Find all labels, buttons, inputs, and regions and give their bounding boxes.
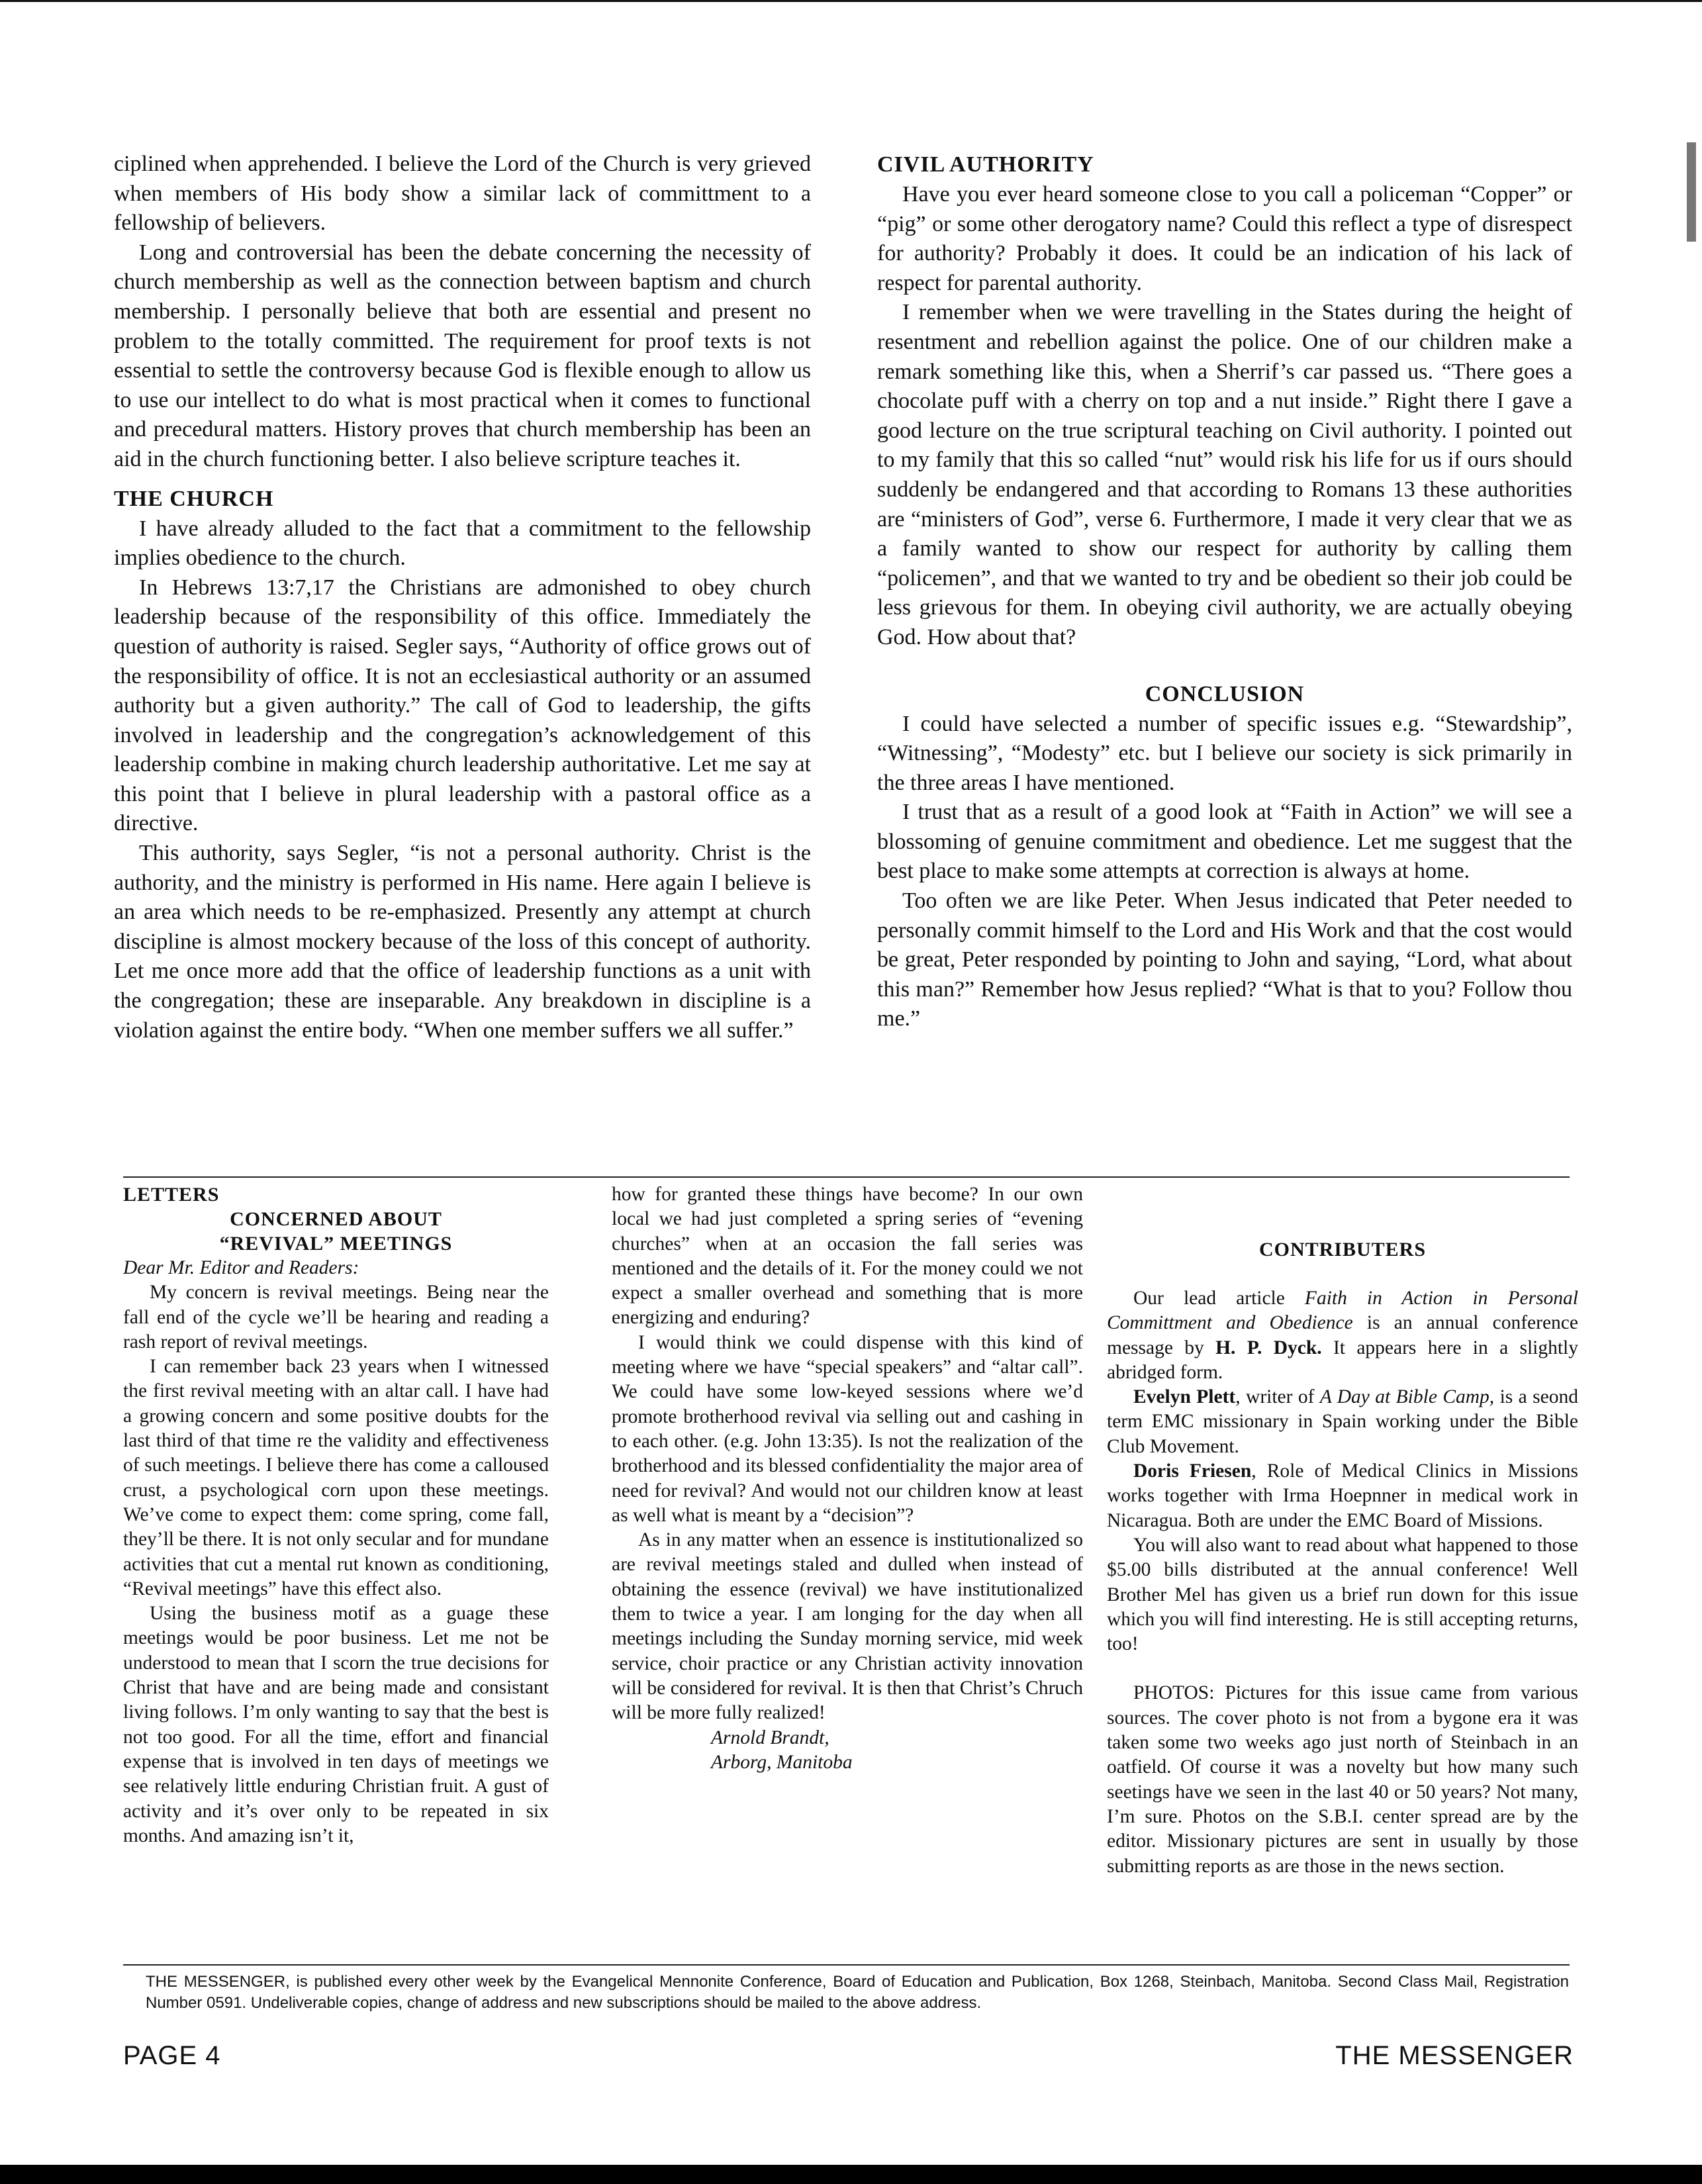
article-paragraph: Long and controversial has been the debate concerning the necessity of church membership as well as the connection between baptism and church membership. I personally believe that both are essential and present no problem to the totally committed. The requirement for proof texts is not essential to settle the controversy because God is flexible enough to allow us to use our intellect to do what is most practical when it comes to functional and precedural matters. History proves that church membership has been an aid in the church functioning better. I also believe scripture teaches it. [114,240,811,471]
bottom-scan-border [0,2165,1702,2184]
photos-paragraph: PHOTOS: Pictures for this issue came from various sources. The cover photo is not from a bygone era it was taken some two weeks ago just north of Steinbach in an oatfield. Of course it was a novelty but how many such seetings have we seen in the last 40 or 50 years? Not many, I’m sure. Photos on the S.B.I. center spread are by the editor. Missionary pictures are sent in usually by those submitting reports as are those in the news section. [1107,1682,1578,1877]
letter-paragraph: My concern is revival meetings. Being near the fall end of the cycle we’ll be hearing and reading a rash report of revival meetings. [123,1282,549,1353]
letters-heading: LETTERS [123,1184,220,1206]
article-right-column [877,150,1572,1034]
article-paragraph: I trust that as a result of a good look at “Faith in Action” we will see a blossoming of genuine commitment and obedience. Let me suggest that the best place to make some attempts at correction is always at home. [877,800,1572,884]
article-paragraph: In Hebrews 13:7,17 the Christians are admonished to obey church leadership because of the responsibility of this office. Immediately the question of authority is raised. Segler says, “Authority of office grows out of the responsibility of office. It is not an ecclesiastical authority or an assumed authority but a given authority.” The call of God to leadership, the gifts involved in leadership and the congregation’s acknowledgement of this leadership combine in making church leadership authoritative. Let me say at this point that I believe in plural leadership with a pastoral office as a directive. [114,575,811,836]
letter-title: CONCERNED ABOUT [230,1208,442,1230]
article-paragraph: Have you ever heard someone close to you call a policeman “Copper” or “pig” or some other derogatory name? Could this reflect a type of disrespect for authority? Probably it does. It could be an indication of his lack of respect for parental authority. [877,182,1572,295]
text-run: , writer of [1235,1386,1320,1408]
contributors-paragraph [1107,1286,1578,1385]
footer-divider [123,1964,1570,1966]
contributors-paragraph [1107,1385,1578,1459]
publication-name: THE MESSENGER [1335,2041,1574,2070]
text-run: , Role of Medical Clinics in Missions works together with Irma Hoepnner in medical work in Nicaragua. Both are under the EMC Board of Missions. [1107,1460,1578,1531]
contributors-heading: CONTRIBUTERS [1258,1239,1427,1260]
article-paragraph: This authority, says Segler, “is not a personal authority. Christ is the authority, and the ministry is performed in His name. Here again I believe is an area which needs to be re-emphasized. Presently any attempt at church discipline is almost mockery because of the loss of this concept of authority. Let me once more add that the office of leadership functions as a unit with the congregation; these are inseparable. Any breakdown in discipline is a violation against the entire body. “When one member suffers we all suffer.” [114,841,811,1043]
letter-paragraph: Using the business motif as a guage these meetings would be poor business. Let me not be understood to mean that I scorn the true decisions for Christ that have and are being made and consistant living follows. I’m only wanting to say that the best is not too good. For all the time, effort and financial expense that is involved in ten days of meetings we see relatively little enduring Christian fruit. A gust of activity and it’s over only to be repeated in six months. And amazing isn’t it, [123,1603,549,1846]
contributors-paragraph: You will also want to read about what happened to those $5.00 bills distributed at the annual conference! Well Brother Mel has given us a brief run down for this issue which you will find interesting. He is still accepting returns, too! [1107,1534,1578,1655]
author-name: H. P. Dyck. [1215,1337,1322,1358]
contributors-column [1107,1237,1578,1879]
article-paragraph: I have already alluded to the fact that a commitment to the fellowship implies obedience to the church. [114,516,811,571]
contributors-paragraph [1107,1459,1578,1533]
section-heading-the-church: THE CHURCH [114,486,274,511]
page-number: PAGE 4 [123,2041,221,2070]
top-border-rule [0,0,1702,2]
letter-paragraph: I can remember back 23 years when I witnessed the first revival meeting with an altar call. I have had a growing concern and some positive doubts for the last third of that time re the validity and effectiveness of such meetings. I believe there has come a calloused crust, a psychological corn upon these meetings. We’ve come to expect them: come spring, come fall, they’ll be there. It is not only secular and for mundane activities that cut a mental rut known as conditioning, “Revival meetings” have this effect also. [123,1356,549,1599]
letter-title: “REVIVAL” MEETINGS [219,1233,453,1255]
text-run: is an annual conference message by [1107,1312,1578,1358]
letter-paragraph: how for granted these things have become? In our own local we had just completed a spring series of “evening churches” when at an occasion the fall series was mentioned and the details of it. For the money could we not expect a smaller overhead and something that is more energizing and enduring? [612,1184,1083,1329]
letter-paragraph: As in any matter when an essence is institutionalized so are revival meetings staled and dulled when instead of obtaining the essence (revival) we have institutionalized them to twice a year. I am longing for the day when all meetings including the Sunday morning service, mid week service, choir practice or any Christian activity innovation will be considered for revival. It is then that Christ’s Chruch will be more fully realized! [612,1529,1083,1724]
letters-column-1 [123,1182,549,1848]
text-run: It appears here in a slightly abridged form. [1107,1337,1578,1383]
letter-paragraph: I would think we could dispense with this kind of meeting where we have “special speakers” and “altar call”. We could have some low-keyed sessions where we’d promote brotherhood revival via selling out and cashing in to each other. (e.g. John 13:35). Is not the realization of the brotherhood and its blessed confidentiality the major area of need for revival? And would not our children know at least as well what is meant by a “decision”? [612,1331,1083,1526]
text-run: is a seond term EMC missionary in Spain working under the Bible Club Movement. [1107,1386,1578,1457]
text-run: Our lead article [1133,1288,1305,1309]
article-paragraph: I remember when we were travelling in the States during the height of resentment and rebellion against the police. One of our children make a remark something like this, when a Sherrif’s car passed us. “There goes a chocolate puff with a cherry on top and a nut inside.” Right there I gave a good lecture on the true scriptural teaching on Civil authority. I pointed out to my family that this so called “nut” would risk his life for us if ours should suddenly be endangered and that according to Romans 13 these authorities are “ministers of God”, verse 6. Furthermore, I made it very clear that we as a family wanted to show our respect for authority by calling them “policemen”, and that we wanted to try and be obedient so their job could be less grievous for them. In obeying civil authority, we are actually obeying God. How about that? [877,300,1572,649]
letter-signature-name: Arnold Brandt, [711,1727,829,1748]
publication-notice: THE MESSENGER, is published every other week by the Evangelical Mennonite Conference, Board of Education and Publication, Box 1268, Steinbach, Manitoba. Second Class Mail, Registration Number 0591. Undeliverable copies, change of address and new subscriptions should be mailed to the above address. [146,1973,1569,2012]
letter-salutation: Dear Mr. Editor and Readers: [123,1257,359,1278]
article-left-column [114,150,811,1045]
scan-edge-mark [1687,142,1696,242]
article-paragraph: Too often we are like Peter. When Jesus indicated that Peter needed to personally commit himself to the Lord and His Work and that the cost would be great, Peter responded by pointing to John and saying, “Lord, what about this man?” Remember how Jesus replied? “What is that to you? Follow thou me.” [877,888,1572,1031]
section-heading-conclusion: CONCLUSION [1145,681,1305,706]
article-paragraph: I could have selected a number of specific issues e.g. “Stewardship”, “Witnessing”, “Modesty” etc. but I believe our society is sick primarily in the three areas I have mentioned. [877,711,1572,795]
letters-column-2 [612,1182,1083,1775]
article-paragraph: ciplined when apprehended. I believe the Lord of the Church is very grieved when members of His body show a similar lack of committment to a fellowship of believers. [114,152,811,236]
letter-signature-place: Arborg, Manitoba [711,1751,853,1773]
author-name: Evelyn Plett [1133,1386,1236,1408]
section-heading-civil-authority: CIVIL AUTHORITY [877,152,1094,177]
section-divider [123,1176,1570,1178]
article-title: A Day at Bible Camp, [1319,1386,1495,1408]
article-title: Faith in Action in Personal Committment and Obedience [1107,1288,1579,1334]
author-name: Doris Friesen [1133,1460,1252,1482]
